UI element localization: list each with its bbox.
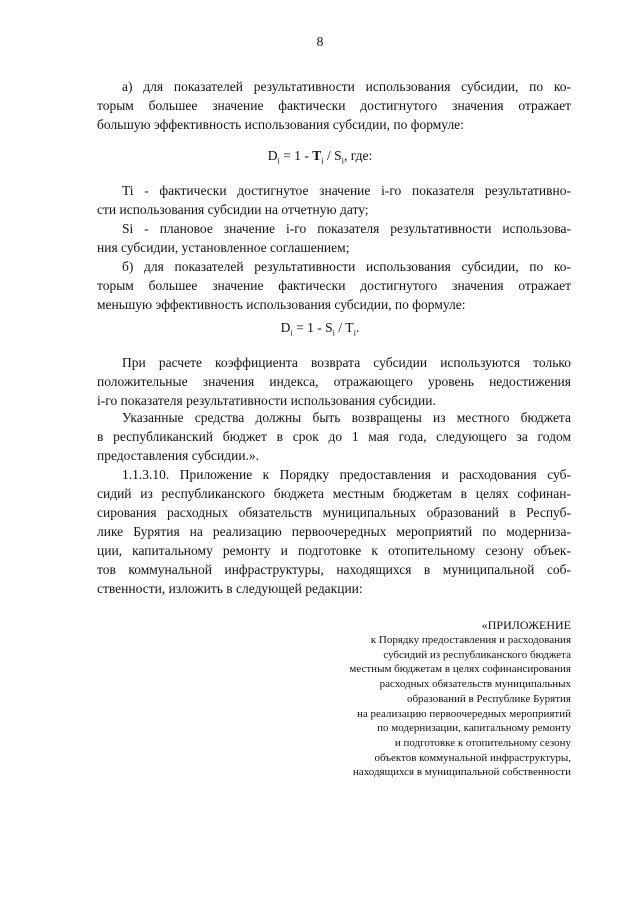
formula-2-sub: i xyxy=(332,327,336,338)
appendix-line: по модернизации, капитальному ремонту xyxy=(377,722,571,735)
paragraph-1-1-3-10-line: ственности, изложить в следующей редакции: xyxy=(97,581,363,596)
appendix-line: на реализацию первоочередных мероприятий xyxy=(357,707,571,720)
si-definition-line: ния субсидии, установленное соглашением; xyxy=(97,240,350,255)
formula-1-tail: , где: xyxy=(344,148,373,163)
appendix-line: находящихся в муниципальной собственности xyxy=(352,766,571,779)
formula-2-sub: i xyxy=(353,327,356,338)
paragraph-a-line: торым большее значение фактически достигнутого значения отражает xyxy=(97,98,571,113)
formula-1-sub: i xyxy=(277,155,280,166)
appendix-line: образований в Республике Бурятия xyxy=(406,692,571,705)
formula-1-sub: i xyxy=(341,155,345,166)
paragraph-a-line: а) для показателей результативности использования субсидии, по ко- xyxy=(122,79,571,94)
formula-1-d: D xyxy=(267,148,278,163)
formula-1-sub: i xyxy=(321,155,324,166)
formula-1-t: T xyxy=(312,148,322,163)
appendix-line: расходных обязательств муниципальных xyxy=(379,678,571,691)
appendix-title: «ПРИЛОЖЕНИЕ xyxy=(481,618,571,632)
paragraph-a-line: большую эффективность использования субсидии, по формуле: xyxy=(97,117,464,132)
paragraph-b-line: меньшую эффективность использования субсидии, по формуле: xyxy=(97,297,466,312)
appendix-line: к Порядку предоставления и расходования xyxy=(370,634,571,646)
formula-1-eq: = 1 - xyxy=(279,148,313,163)
paragraph-b-line: торым большее значение фактически достигнутого значения отражает xyxy=(97,278,571,293)
appendix-line: и подготовке к отопительному сезону xyxy=(394,736,571,749)
si-definition-line: Si - плановое значение i-го показателя результативности использова- xyxy=(122,221,571,236)
formula-2-div: / T xyxy=(335,320,354,335)
paragraph-b-line: б) для показателей результативности использования субсидии, по ко- xyxy=(122,259,571,274)
paragraph-1-1-3-10-line: сидий из республиканского бюджета местным бюджетам в целях софинан- xyxy=(97,486,571,501)
appendix-line: субсидий из республиканского бюджета xyxy=(383,648,571,661)
formula-2-tail: . xyxy=(355,320,360,335)
paragraph-1-1-3-10-line: ции, капитальному ремонту и подготовке к отопительному сезону объек- xyxy=(97,543,571,558)
paragraph-return-line: в республиканский бюджет в срок до 1 мая года, следующего за годом xyxy=(97,429,571,444)
page-number: 8 xyxy=(316,34,324,49)
paragraph-return-line: предоставления субсидии.». xyxy=(97,448,260,463)
ti-definition-line: сти использования субсидии на отчетную дату; xyxy=(97,202,369,217)
formula-1-div: / S xyxy=(323,148,342,163)
formula-2-d: D xyxy=(280,320,291,335)
appendix-line: местным бюджетам в целях софинансирования xyxy=(349,663,571,676)
appendix-line: объектов коммунальной инфраструктуры, xyxy=(374,751,571,764)
paragraph-return-line: Указанные средства должны быть возвращены из местного бюджета xyxy=(122,410,571,425)
formula-1 xyxy=(0,148,640,169)
paragraph-calc-line: i-го показателя результативности использования субсидии. xyxy=(97,393,436,408)
formula-2-sub: i xyxy=(290,327,293,338)
paragraph-1-1-3-10-line: сирования расходных обязательств муниципальных образований в Респуб- xyxy=(97,505,571,520)
paragraph-calc-line: При расчете коэффициента возврата субсидии используются только xyxy=(122,355,571,370)
formula-2-eq: = 1 - S xyxy=(292,320,333,335)
paragraph-1-1-3-10-line: лике Бурятия на реализацию первоочередных мероприятий по модерниза- xyxy=(97,524,571,539)
paragraph-calc-line: положительные значения индекса, отражающего уровень недостижения xyxy=(97,374,571,389)
paragraph-1-1-3-10-line: 1.1.3.10. Приложение к Порядку предоставления и расходования суб- xyxy=(122,467,571,482)
ti-definition-line: Ti - фактически достигнутое значение i-го показателя результативно- xyxy=(122,183,571,198)
paragraph-1-1-3-10-line: тов коммунальной инфраструктуры, находящихся в муниципальной соб- xyxy=(97,562,571,577)
formula-2 xyxy=(0,320,640,341)
